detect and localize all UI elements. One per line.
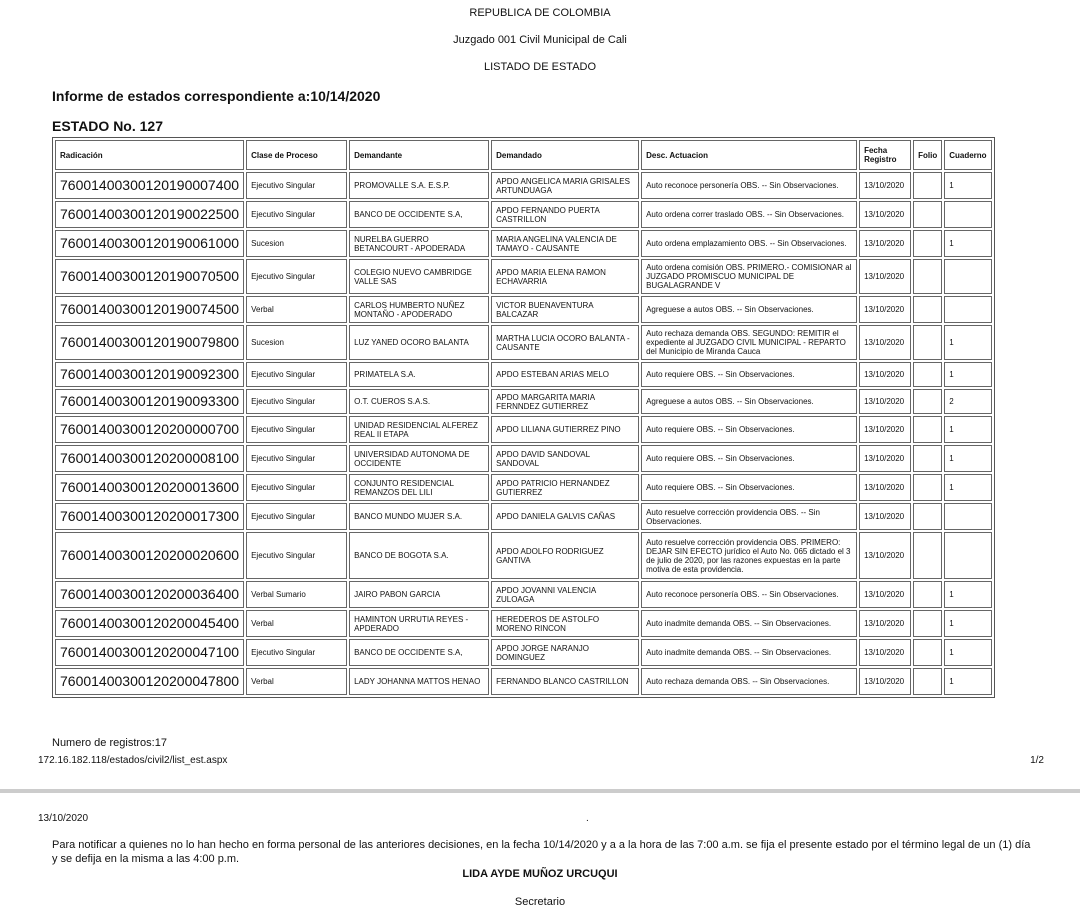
table-row — [55, 668, 992, 695]
cell-fecha: 13/10/2020 — [859, 474, 911, 501]
cell-folio — [913, 416, 942, 443]
table-row — [55, 445, 992, 472]
cell-cuaderno: 1 — [944, 230, 991, 257]
cell-radicacion: 76001400300120190079800 — [55, 325, 244, 360]
cell-desc: Auto ordena emplazamiento OBS. -- Sin Observaciones. — [641, 230, 857, 257]
cell-fecha: 13/10/2020 — [859, 230, 911, 257]
cell-folio — [913, 325, 942, 360]
cell-clase: Ejecutivo Singular — [246, 172, 347, 199]
cell-clase: Sucesion — [246, 325, 347, 360]
col-folio: Folio — [913, 140, 942, 170]
cell-cuaderno — [944, 296, 991, 323]
cell-radicacion: 76001400300120200045400 — [55, 610, 244, 637]
cell-desc: Auto requiere OBS. -- Sin Observaciones. — [641, 416, 857, 443]
cell-radicacion: 76001400300120200047800 — [55, 668, 244, 695]
table-row — [55, 532, 992, 579]
table-header-row — [55, 140, 992, 170]
cell-radicacion: 76001400300120200013600 — [55, 474, 244, 501]
col-radicacion: Radicación — [55, 140, 244, 170]
cell-folio — [913, 172, 942, 199]
cell-folio — [913, 532, 942, 579]
cell-cuaderno: 1 — [944, 581, 991, 608]
table-row — [55, 639, 992, 666]
cell-desc: Auto requiere OBS. -- Sin Observaciones. — [641, 362, 857, 387]
cell-desc: Agreguese a autos OBS. -- Sin Observaciones. — [641, 296, 857, 323]
cell-cuaderno: 1 — [944, 325, 991, 360]
cell-demandado: APDO DANIELA GALVIS CAÑAS — [491, 503, 639, 530]
col-desc: Desc. Actuacion — [641, 140, 857, 170]
cell-cuaderno: 1 — [944, 474, 991, 501]
cell-radicacion: 76001400300120190061000 — [55, 230, 244, 257]
cell-clase: Ejecutivo Singular — [246, 474, 347, 501]
cell-demandado: HEREDEROS DE ASTOLFO MORENO RINCON — [491, 610, 639, 637]
table-row — [55, 172, 992, 199]
cell-fecha: 13/10/2020 — [859, 325, 911, 360]
cell-desc: Auto reconoce personería OBS. -- Sin Observaciones. — [641, 581, 857, 608]
cell-desc: Agreguese a autos OBS. -- Sin Observaciones. — [641, 389, 857, 414]
cell-fecha: 13/10/2020 — [859, 532, 911, 579]
cell-demandante: HAMINTON URRUTIA REYES - APDERADO — [349, 610, 489, 637]
cell-clase: Verbal Sumario — [246, 581, 347, 608]
cell-radicacion: 76001400300120190022500 — [55, 201, 244, 228]
page-separator — [0, 789, 1080, 793]
table-row — [55, 474, 992, 501]
cell-demandante: NURELBA GUERRO BETANCOURT - APODERADA — [349, 230, 489, 257]
cell-clase: Ejecutivo Singular — [246, 389, 347, 414]
estado-number: ESTADO No. 127 — [52, 118, 163, 134]
cell-fecha: 13/10/2020 — [859, 610, 911, 637]
cell-folio — [913, 639, 942, 666]
cell-cuaderno: 1 — [944, 639, 991, 666]
cell-demandante: CARLOS HUMBERTO NUÑEZ MONTAÑO - APODERADO — [349, 296, 489, 323]
cell-desc: Auto ordena correr traslado OBS. -- Sin Observaciones. — [641, 201, 857, 228]
cell-folio — [913, 445, 942, 472]
cell-demandado: APDO DAVID SANDOVAL SANDOVAL — [491, 445, 639, 472]
cell-clase: Ejecutivo Singular — [246, 416, 347, 443]
cell-demandante: JAIRO PABON GARCIA — [349, 581, 489, 608]
cell-demandante: BANCO DE OCCIDENTE S.A, — [349, 201, 489, 228]
cell-folio — [913, 230, 942, 257]
cell-demandante: LADY JOHANNA MATTOS HENAO — [349, 668, 489, 695]
cell-radicacion: 76001400300120200000700 — [55, 416, 244, 443]
country-title: REPUBLICA DE COLOMBIA — [469, 7, 611, 19]
table-row — [55, 201, 992, 228]
cell-cuaderno — [944, 503, 991, 530]
cell-demandado: APDO JOVANNI VALENCIA ZULOAGA — [491, 581, 639, 608]
col-fecha: Fecha Registro — [859, 140, 911, 170]
cell-folio — [913, 610, 942, 637]
cell-demandante: COLEGIO NUEVO CAMBRIDGE VALLE SAS — [349, 259, 489, 294]
cell-demandado: APDO ADOLFO RODRIGUEZ GANTIVA — [491, 532, 639, 579]
table-row — [55, 230, 992, 257]
table-row — [55, 581, 992, 608]
cell-demandado: APDO MARIA ELENA RAMON ECHAVARRIA — [491, 259, 639, 294]
table-row — [55, 389, 992, 414]
cell-radicacion: 76001400300120190092300 — [55, 362, 244, 387]
cell-radicacion: 76001400300120200008100 — [55, 445, 244, 472]
cell-desc: Auto inadmite demanda OBS. -- Sin Observaciones. — [641, 639, 857, 666]
cell-fecha: 13/10/2020 — [859, 445, 911, 472]
cell-folio — [913, 668, 942, 695]
cell-folio — [913, 389, 942, 414]
cell-fecha: 13/10/2020 — [859, 201, 911, 228]
cell-demandado: FERNANDO BLANCO CASTRILLON — [491, 668, 639, 695]
cell-fecha: 13/10/2020 — [859, 362, 911, 387]
cell-demandante: PRIMATELA S.A. — [349, 362, 489, 387]
cell-radicacion: 76001400300120190093300 — [55, 389, 244, 414]
cell-clase: Ejecutivo Singular — [246, 503, 347, 530]
cell-radicacion: 76001400300120200020600 — [55, 532, 244, 579]
cell-folio — [913, 503, 942, 530]
cell-clase: Verbal — [246, 610, 347, 637]
cell-cuaderno: 2 — [944, 389, 991, 414]
cell-demandado: APDO ESTEBAN ARIAS MELO — [491, 362, 639, 387]
cell-desc: Auto rechaza demanda OBS. SEGUNDO: REMITIR el expediente al JUZGADO CIVIL MUNICIPAL - REPARTO del Municipio de Miranda Cauca — [641, 325, 857, 360]
cell-demandado: VICTOR BUENAVENTURA BALCAZAR — [491, 296, 639, 323]
cell-desc: Auto requiere OBS. -- Sin Observaciones. — [641, 474, 857, 501]
estados-table — [52, 137, 995, 698]
cell-cuaderno: 1 — [944, 445, 991, 472]
cell-desc: Auto reconoce personería OBS. -- Sin Observaciones. — [641, 172, 857, 199]
cell-clase: Ejecutivo Singular — [246, 362, 347, 387]
notification-text: Para notificar a quienes no lo han hecho en forma personal de las anteriores decisiones, en la fecha 10/14/2020 y a a la hora de las 7:00 a.m. se fija el presente estado por el término legal de un (1) día y se defija en la misma a las 4:00 p.m. — [52, 839, 1031, 865]
cell-clase: Verbal — [246, 296, 347, 323]
cell-demandado: APDO PATRICIO HERNANDEZ GUTIERREZ — [491, 474, 639, 501]
cell-fecha: 13/10/2020 — [859, 639, 911, 666]
table-row — [55, 610, 992, 637]
cell-demandante: UNIDAD RESIDENCIAL ALFEREZ REAL II ETAPA — [349, 416, 489, 443]
cell-radicacion: 76001400300120200047100 — [55, 639, 244, 666]
cell-clase: Ejecutivo Singular — [246, 259, 347, 294]
signer-role: Secretario — [514, 896, 566, 908]
cell-demandante: CONJUNTO RESIDENCIAL REMANZOS DEL LILI — [349, 474, 489, 501]
cell-demandado: APDO ANGELICA MARIA GRISALES ARTUNDUAGA — [491, 172, 639, 199]
col-demandante: Demandante — [349, 140, 489, 170]
cell-clase: Verbal — [246, 668, 347, 695]
page-number: 1/2 — [1030, 755, 1044, 766]
table-row — [55, 362, 992, 387]
signer-name: LIDA AYDE MUÑOZ URCUQUI — [462, 868, 618, 880]
cell-radicacion: 76001400300120190070500 — [55, 259, 244, 294]
cell-desc: Auto ordena comisión OBS. PRIMERO.- COMISIONAR al JUZGADO PROMISCUO MUNICIPAL DE BUGALAGRANDE V — [641, 259, 857, 294]
footer-date: 13/10/2020 — [38, 813, 89, 824]
cell-demandante: O.T. CUEROS S.A.S. — [349, 389, 489, 414]
cell-fecha: 13/10/2020 — [859, 581, 911, 608]
cell-fecha: 13/10/2020 — [859, 503, 911, 530]
cell-clase: Ejecutivo Singular — [246, 639, 347, 666]
cell-cuaderno: 1 — [944, 362, 991, 387]
cell-radicacion: 76001400300120190007400 — [55, 172, 244, 199]
col-demandado: Demandado — [491, 140, 639, 170]
cell-demandado: MARIA ANGELINA VALENCIA DE TAMAYO - CAUSANTE — [491, 230, 639, 257]
cell-demandado: APDO JORGE NARANJO DOMINGUEZ — [491, 639, 639, 666]
cell-demandado: MARTHA LUCIA OCORO BALANTA - CAUSANTE — [491, 325, 639, 360]
cell-desc: Auto resuelve corrección providencia OBS. PRIMERO: DEJAR SIN EFECTO jurídico el Auto No. 065 dictado el 3 de julio de 2020, por las razones expuestas en la parte motiva de esta providencia. — [641, 532, 857, 579]
cell-cuaderno — [944, 201, 991, 228]
page-url: 172.16.182.118/estados/civil2/list_est.aspx — [38, 755, 228, 766]
cell-fecha: 13/10/2020 — [859, 416, 911, 443]
cell-demandante: BANCO MUNDO MUJER S.A. — [349, 503, 489, 530]
cell-folio — [913, 474, 942, 501]
cell-cuaderno: 1 — [944, 668, 991, 695]
col-cuaderno: Cuaderno — [944, 140, 991, 170]
court-title: Juzgado 001 Civil Municipal de Cali — [453, 34, 627, 46]
cell-desc: Auto resuelve corrección providencia OBS. -- Sin Observaciones. — [641, 503, 857, 530]
cell-demandante: BANCO DE BOGOTA S.A. — [349, 532, 489, 579]
cell-radicacion: 76001400300120190074500 — [55, 296, 244, 323]
cell-cuaderno: 1 — [944, 610, 991, 637]
cell-radicacion: 76001400300120200036400 — [55, 581, 244, 608]
cell-demandante: UNIVERSIDAD AUTONOMA DE OCCIDENTE — [349, 445, 489, 472]
cell-clase: Ejecutivo Singular — [246, 532, 347, 579]
cell-cuaderno: 1 — [944, 416, 991, 443]
cell-fecha: 13/10/2020 — [859, 668, 911, 695]
cell-fecha: 13/10/2020 — [859, 389, 911, 414]
cell-clase: Ejecutivo Singular — [246, 445, 347, 472]
report-heading: Informe de estados correspondiente a:10/14/2020 — [52, 88, 381, 104]
table-row — [55, 503, 992, 530]
footer-dot: . — [586, 813, 589, 824]
cell-fecha: 13/10/2020 — [859, 296, 911, 323]
cell-desc: Auto rechaza demanda OBS. -- Sin Observaciones. — [641, 668, 857, 695]
cell-demandante: BANCO DE OCCIDENTE S.A, — [349, 639, 489, 666]
cell-folio — [913, 201, 942, 228]
cell-folio — [913, 259, 942, 294]
cell-fecha: 13/10/2020 — [859, 259, 911, 294]
record-count: Numero de registros:17 — [52, 737, 167, 749]
cell-demandado: APDO FERNANDO PUERTA CASTRILLON — [491, 201, 639, 228]
cell-demandante: PROMOVALLE S.A. E.S.P. — [349, 172, 489, 199]
cell-desc: Auto requiere OBS. -- Sin Observaciones. — [641, 445, 857, 472]
cell-radicacion: 76001400300120200017300 — [55, 503, 244, 530]
cell-folio — [913, 296, 942, 323]
cell-demandante: LUZ YANED OCORO BALANTA — [349, 325, 489, 360]
cell-desc: Auto inadmite demanda OBS. -- Sin Observaciones. — [641, 610, 857, 637]
table-row — [55, 259, 992, 294]
table-row — [55, 325, 992, 360]
cell-demandado: APDO MARGARITA MARIA FERNNDEZ GUTIERREZ — [491, 389, 639, 414]
cell-cuaderno: 1 — [944, 172, 991, 199]
cell-clase: Ejecutivo Singular — [246, 201, 347, 228]
cell-cuaderno — [944, 532, 991, 579]
list-title: LISTADO DE ESTADO — [483, 61, 597, 73]
table-row — [55, 296, 992, 323]
cell-demandado: APDO LILIANA GUTIERREZ PINO — [491, 416, 639, 443]
cell-folio — [913, 581, 942, 608]
cell-cuaderno — [944, 259, 991, 294]
col-clase: Clase de Proceso — [246, 140, 347, 170]
cell-clase: Sucesion — [246, 230, 347, 257]
table-row — [55, 416, 992, 443]
cell-folio — [913, 362, 942, 387]
cell-fecha: 13/10/2020 — [859, 172, 911, 199]
